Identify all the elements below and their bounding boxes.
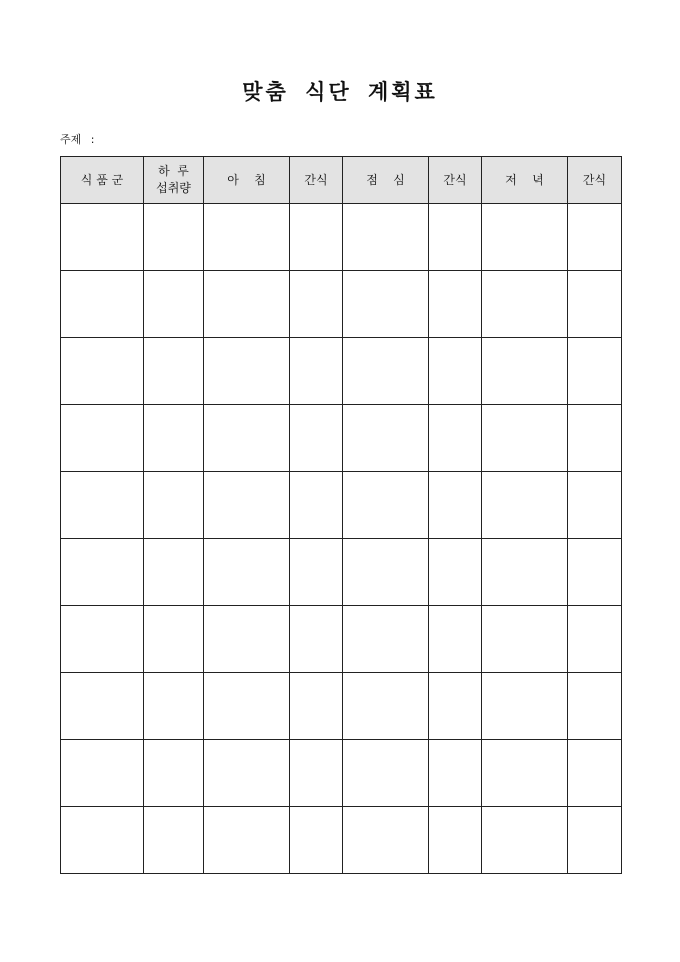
table-cell[interactable] [568, 472, 622, 539]
table-cell[interactable] [482, 271, 568, 338]
table-cell[interactable] [290, 338, 343, 405]
table-cell[interactable] [482, 204, 568, 271]
table-cell[interactable] [568, 204, 622, 271]
table-row [61, 271, 622, 338]
header-snack-evening: 간식 [568, 157, 622, 204]
table-cell[interactable] [144, 338, 204, 405]
table-cell[interactable] [482, 338, 568, 405]
table-cell[interactable] [429, 472, 482, 539]
table-cell[interactable] [482, 472, 568, 539]
table-row [61, 204, 622, 271]
table-cell[interactable] [61, 405, 144, 472]
table-cell[interactable] [568, 338, 622, 405]
table-cell[interactable] [568, 405, 622, 472]
table-cell[interactable] [204, 740, 290, 807]
table-cell[interactable] [568, 740, 622, 807]
table-cell[interactable] [144, 271, 204, 338]
table-cell[interactable] [482, 673, 568, 740]
table-cell[interactable] [568, 271, 622, 338]
table-cell[interactable] [568, 673, 622, 740]
table-cell[interactable] [343, 338, 429, 405]
table-cell[interactable] [61, 204, 144, 271]
subject-separator: : [90, 133, 95, 146]
table-cell[interactable] [429, 204, 482, 271]
page-title: 맞춤 식단 계획표 [242, 79, 438, 104]
table-cell[interactable] [568, 606, 622, 673]
table-cell[interactable] [290, 271, 343, 338]
table-cell[interactable] [429, 405, 482, 472]
table-cell[interactable] [482, 405, 568, 472]
table-cell[interactable] [144, 472, 204, 539]
table-cell[interactable] [290, 606, 343, 673]
table-cell[interactable] [482, 606, 568, 673]
table-row [61, 740, 622, 807]
table-cell[interactable] [204, 472, 290, 539]
header-breakfast: 아 침 [204, 157, 290, 204]
header-daily-intake: 하 루 섭취량 [144, 157, 204, 204]
header-lunch: 점 심 [343, 157, 429, 204]
table-row [61, 539, 622, 606]
table-cell[interactable] [429, 338, 482, 405]
table-cell[interactable] [204, 204, 290, 271]
table-cell[interactable] [343, 539, 429, 606]
table-cell[interactable] [429, 539, 482, 606]
table-cell[interactable] [290, 472, 343, 539]
table-body [61, 204, 622, 874]
table-cell[interactable] [144, 539, 204, 606]
table-cell[interactable] [61, 271, 144, 338]
subject-label: 주제 [60, 133, 82, 146]
table-cell[interactable] [61, 807, 144, 874]
table-cell[interactable] [290, 405, 343, 472]
table-cell[interactable] [144, 673, 204, 740]
table-row [61, 606, 622, 673]
table-row [61, 673, 622, 740]
table-cell[interactable] [61, 740, 144, 807]
table-cell[interactable] [61, 539, 144, 606]
table-cell[interactable] [343, 606, 429, 673]
table-cell[interactable] [429, 271, 482, 338]
table-cell[interactable] [482, 807, 568, 874]
table-cell[interactable] [429, 673, 482, 740]
table-cell[interactable] [482, 539, 568, 606]
table-cell[interactable] [343, 405, 429, 472]
table-cell[interactable] [343, 472, 429, 539]
table-cell[interactable] [144, 606, 204, 673]
table-cell[interactable] [343, 740, 429, 807]
table-row [61, 338, 622, 405]
table-cell[interactable] [144, 740, 204, 807]
table-cell[interactable] [429, 807, 482, 874]
meal-plan-table [60, 156, 622, 874]
table-cell[interactable] [144, 204, 204, 271]
table-cell[interactable] [343, 204, 429, 271]
header-snack-morning: 간식 [290, 157, 343, 204]
table-cell[interactable] [568, 539, 622, 606]
table-cell[interactable] [61, 338, 144, 405]
table-cell[interactable] [290, 807, 343, 874]
subject-row [60, 132, 94, 148]
table-cell[interactable] [290, 204, 343, 271]
table-cell[interactable] [343, 673, 429, 740]
table-cell[interactable] [290, 673, 343, 740]
table-cell[interactable] [204, 673, 290, 740]
table-cell[interactable] [343, 807, 429, 874]
table-cell[interactable] [482, 740, 568, 807]
table-cell[interactable] [61, 472, 144, 539]
table-cell[interactable] [204, 539, 290, 606]
table-cell[interactable] [204, 606, 290, 673]
header-dinner: 저 녁 [482, 157, 568, 204]
table-cell[interactable] [204, 405, 290, 472]
table-cell[interactable] [144, 405, 204, 472]
table-cell[interactable] [429, 606, 482, 673]
table-cell[interactable] [568, 807, 622, 874]
table-cell[interactable] [61, 606, 144, 673]
table-cell[interactable] [290, 539, 343, 606]
table-row [61, 807, 622, 874]
table-cell[interactable] [204, 807, 290, 874]
table-cell[interactable] [429, 740, 482, 807]
table-cell[interactable] [290, 740, 343, 807]
table-cell[interactable] [343, 271, 429, 338]
table-header-row [61, 157, 622, 204]
header-snack-afternoon: 간식 [429, 157, 482, 204]
table-row [61, 405, 622, 472]
table-row [61, 472, 622, 539]
table-cell[interactable] [204, 338, 290, 405]
table-cell[interactable] [144, 807, 204, 874]
table-cell[interactable] [61, 673, 144, 740]
table-cell[interactable] [204, 271, 290, 338]
header-food-group: 식 품 군 [61, 157, 144, 204]
